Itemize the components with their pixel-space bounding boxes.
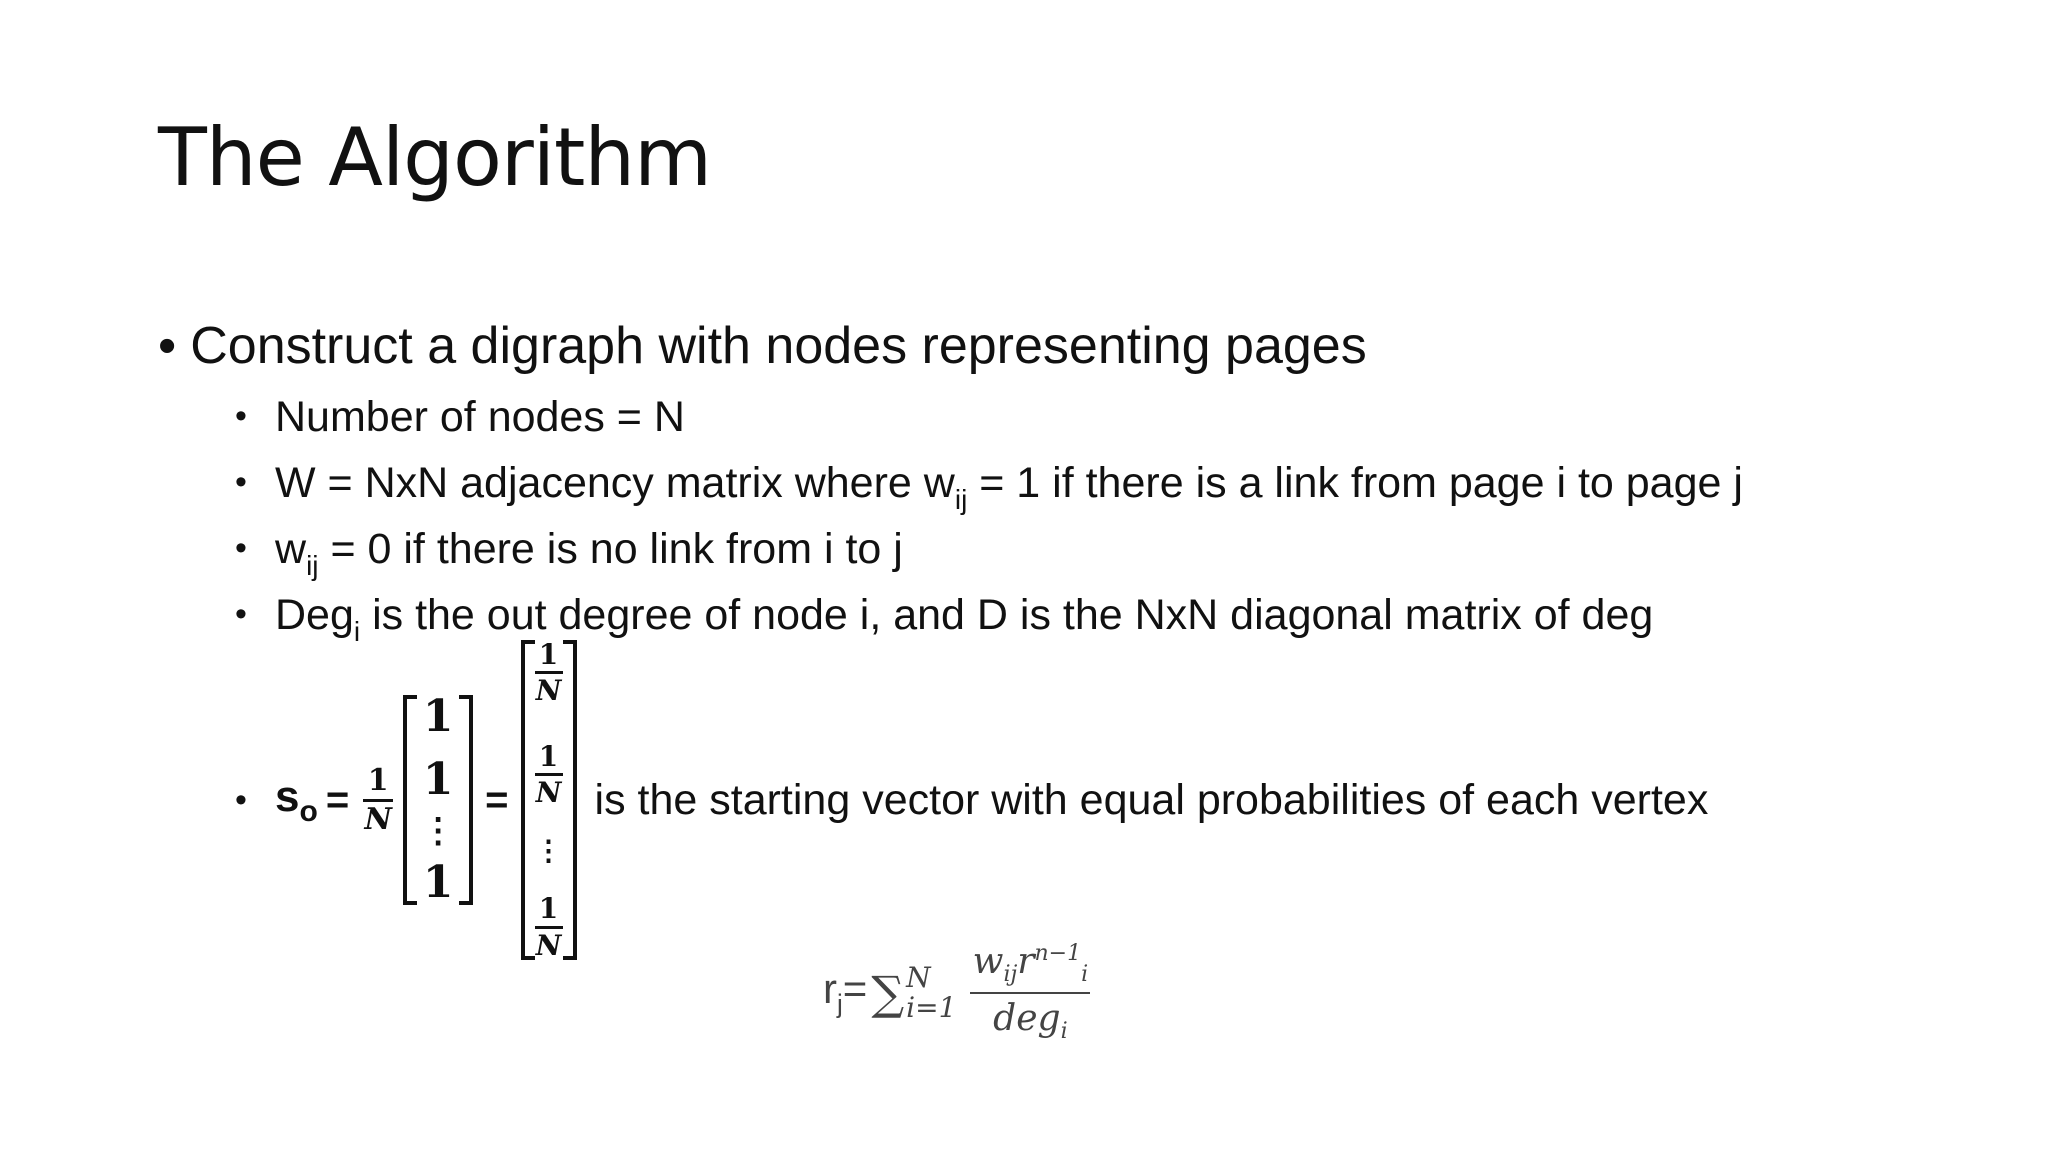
bullet-dot: • xyxy=(235,529,247,567)
summation-limits: N i=1 xyxy=(906,961,957,1024)
sub-bullet-number-of-nodes xyxy=(235,394,685,441)
sub-bullet-adjacency-matrix xyxy=(235,460,1743,516)
sub-bullet-text-pre: w xyxy=(275,525,307,573)
formula-numerator: $w_{ij}r^{n-1}_i$ xyxy=(972,941,1089,988)
subscript: i xyxy=(353,616,361,647)
bullet-text: Construct a digraph with nodes representing pages xyxy=(190,317,1367,375)
sub-bullet-text-pre: W = NxN adjacency matrix where w xyxy=(275,459,955,507)
sub-bullet-text-post: = 0 if there is no link from i to j xyxy=(318,525,903,573)
sub-bullet-starting-vector xyxy=(235,640,1708,960)
formula-lhs: $r_j=$ xyxy=(823,965,868,1019)
equals-sign: = xyxy=(485,777,509,822)
sub-bullet-text-post: is the out degree of node i, and D is the NxN diagonal matrix of deg xyxy=(360,591,1654,639)
pagerank-formula xyxy=(823,940,1090,1045)
sub-bullet-text-pre: Deg xyxy=(275,591,354,639)
formula-fraction xyxy=(970,940,1090,1045)
bullet-construct-digraph xyxy=(158,318,1367,375)
sub-bullet-no-link xyxy=(235,526,903,582)
ones-column-vector: 1 1 ⋮ 1 xyxy=(403,695,473,905)
bullet-dot: • xyxy=(158,317,177,375)
bullet-dot: • xyxy=(235,397,247,435)
sub-bullet-text-post: = 1 if there is a link from page i to page j xyxy=(967,459,1743,507)
bullet-dot: • xyxy=(235,595,247,633)
sub-bullet-text: Number of nodes = N xyxy=(275,393,685,441)
fraction-one-over-n: $\frac{1}{N}$ xyxy=(364,763,392,837)
summation-sign: ∑ xyxy=(871,965,905,1020)
bullet-dot: • xyxy=(235,463,247,501)
bullet-dot: • xyxy=(235,780,247,819)
slide-title: The Algorithm xyxy=(158,111,712,204)
vector-symbol: $s_o$ xyxy=(275,771,318,828)
probability-column-vector: $\frac{1}{N}$ $\frac{1}{N}$ ⋮ $\frac{1}{N}$ xyxy=(521,640,577,960)
equals-sign: = xyxy=(325,777,350,822)
formula-denominator: deg$_i$ xyxy=(993,997,1068,1044)
subscript: ij xyxy=(954,484,968,515)
vector-description: is the starting vector with equal probabilities of each vertex xyxy=(594,775,1709,824)
subscript: ij xyxy=(306,550,319,581)
